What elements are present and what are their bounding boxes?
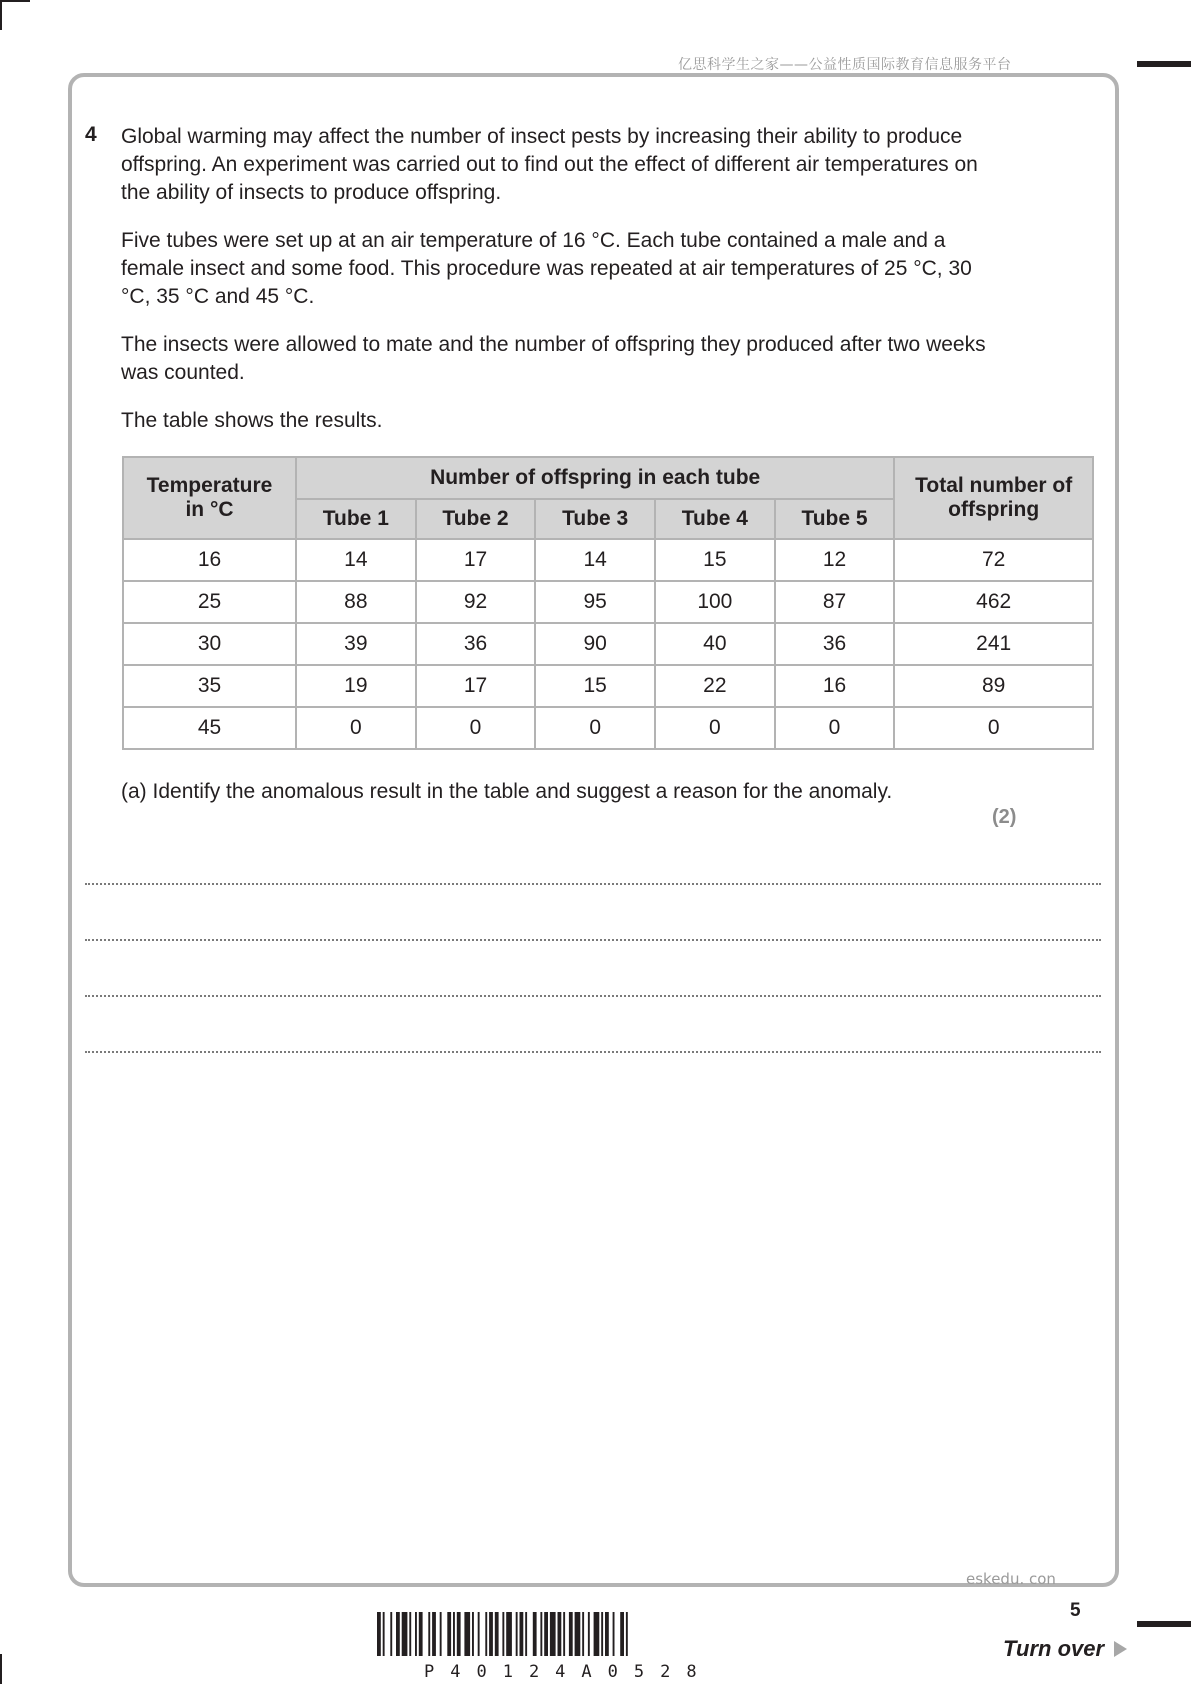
barcode-bar	[464, 1612, 470, 1656]
procedure-paragraph: Five tubes were set up at an air temperature of 16 °C. Each tube contained a male and a female insect and some food. This procedure was repeated at air temperatures of 25 °C, 30 °C, 35 °C and 45 °C.	[121, 229, 972, 308]
table-cell: 0	[535, 707, 655, 749]
edge-bar-bottom	[1137, 1621, 1191, 1627]
table-cell: 14	[535, 539, 655, 581]
barcode-bar	[544, 1612, 548, 1656]
table-cell: 15	[535, 665, 655, 707]
table-cell: 0	[296, 707, 416, 749]
barcode-bar	[601, 1612, 603, 1656]
barcode-bar	[383, 1612, 385, 1656]
question-number: 4	[85, 123, 97, 146]
table-cell: 39	[296, 623, 416, 665]
barcode-bar	[533, 1612, 537, 1656]
table-cell: 19	[296, 665, 416, 707]
barcode-bar	[377, 1612, 381, 1656]
table-row	[123, 623, 1093, 665]
table-cell: 12	[775, 539, 895, 581]
barcode-bar	[415, 1612, 417, 1656]
header-tube-4: Tube 4	[655, 499, 775, 539]
total-cell: 241	[894, 623, 1093, 665]
answer-line-2[interactable]	[85, 939, 1101, 941]
barcode-bar	[563, 1612, 565, 1656]
table-cell: 92	[416, 581, 536, 623]
barcode-bars	[377, 1612, 811, 1656]
barcode-bar	[588, 1612, 590, 1656]
header-offspring-group: Number of offspring in each tube	[296, 457, 894, 499]
total-cell: 89	[894, 665, 1093, 707]
barcode-bar	[390, 1612, 392, 1656]
header-watermark: 亿思科学生之家——公益性质国际教育信息服务平台	[678, 57, 1012, 73]
barcode-bar	[440, 1612, 442, 1656]
barcode-bar	[613, 1612, 615, 1656]
header-total: Total number of offspring	[894, 457, 1093, 539]
answer-line-3[interactable]	[85, 995, 1101, 997]
barcode-bar	[506, 1612, 512, 1656]
table-cell: 36	[416, 623, 536, 665]
table-cell: 0	[775, 707, 895, 749]
marks-label: (2)	[992, 806, 1017, 828]
table-cell: 17	[416, 539, 536, 581]
table-cell: 40	[655, 623, 775, 665]
table-cell: 0	[416, 707, 536, 749]
table-row	[123, 581, 1093, 623]
barcode-bar	[489, 1612, 493, 1656]
table-row	[123, 539, 1093, 581]
part-a-question: (a) Identify the anomalous result in the table and suggest a reason for the anomaly.	[121, 780, 893, 803]
barcode-bar	[396, 1612, 400, 1656]
total-cell: 462	[894, 581, 1093, 623]
barcode-bar	[409, 1612, 411, 1656]
barcode-bar	[525, 1612, 527, 1656]
results-table	[122, 456, 1094, 750]
table-intro-paragraph: The table shows the results.	[121, 409, 383, 432]
table-cell: 90	[535, 623, 655, 665]
temperature-cell: 45	[123, 707, 296, 749]
barcode-bar	[620, 1612, 624, 1656]
turn-over-label	[1003, 1636, 1127, 1662]
barcode-bar	[402, 1612, 408, 1656]
barcode-bar	[594, 1612, 600, 1656]
answer-line-4[interactable]	[85, 1051, 1101, 1053]
answer-line-1[interactable]	[85, 883, 1101, 885]
barcode-bar	[485, 1612, 487, 1656]
table-cell: 87	[775, 581, 895, 623]
crop-mark-bottom-left	[0, 1654, 2, 1684]
table-cell: 17	[416, 665, 536, 707]
barcode-bar	[432, 1612, 436, 1656]
site-watermark: eskedu. con	[966, 1570, 1056, 1588]
intro-paragraph: Global warming may affect the number of insect pests by increasing their ability to produce offspring. An experiment was carried out to find out the effect of different air temperatures on the ability of insects to produce offspring.	[121, 125, 978, 204]
table-cell: 15	[655, 539, 775, 581]
barcode-bar	[419, 1612, 423, 1656]
barcode-bar	[453, 1612, 455, 1656]
barcode-bar	[550, 1612, 556, 1656]
total-cell: 0	[894, 707, 1093, 749]
table-row	[123, 707, 1093, 749]
method-paragraph: The insects were allowed to mate and the number of offspring they produced after two weeks was counted.	[121, 333, 986, 384]
header-tube-1: Tube 1	[296, 499, 416, 539]
barcode-number: P40124A0528	[424, 1662, 713, 1682]
barcode-bar	[428, 1612, 430, 1656]
temperature-cell: 25	[123, 581, 296, 623]
table-cell: 22	[655, 665, 775, 707]
table-cell: 0	[655, 707, 775, 749]
barcode-bar	[575, 1612, 581, 1656]
table-cell: 14	[296, 539, 416, 581]
barcode-bar	[626, 1612, 628, 1656]
table-row	[123, 665, 1093, 707]
barcode-bar	[605, 1612, 609, 1656]
barcode-bar	[472, 1612, 474, 1656]
header-tube-2: Tube 2	[416, 499, 536, 539]
temperature-cell: 16	[123, 539, 296, 581]
barcode-bar	[582, 1612, 584, 1656]
header-temperature: Temperature in °C	[123, 457, 296, 539]
barcode-bar	[457, 1612, 461, 1656]
barcode-bar	[447, 1612, 451, 1656]
barcode-bar	[502, 1612, 504, 1656]
total-cell: 72	[894, 539, 1093, 581]
table-cell: 36	[775, 623, 895, 665]
page-number: 5	[1070, 1600, 1081, 1621]
table-cell: 88	[296, 581, 416, 623]
temperature-cell: 30	[123, 623, 296, 665]
header-tube-3: Tube 3	[535, 499, 655, 539]
table-cell: 100	[655, 581, 775, 623]
barcode-bar	[558, 1612, 562, 1656]
right-arrow-icon	[1114, 1641, 1127, 1657]
table-cell: 16	[775, 665, 895, 707]
barcode-bar	[520, 1612, 524, 1656]
barcode-bar	[478, 1612, 480, 1656]
crop-mark-top-left-vertical	[0, 0, 2, 30]
barcode-bar	[495, 1612, 499, 1656]
barcode-bar	[540, 1612, 542, 1656]
barcode	[377, 1612, 811, 1680]
edge-bar-top	[1137, 61, 1191, 67]
temperature-cell: 35	[123, 665, 296, 707]
barcode-bar	[516, 1612, 518, 1656]
barcode-bar	[569, 1612, 573, 1656]
turn-over-text: Turn over	[1003, 1636, 1105, 1661]
crop-mark-top-left-horizontal	[0, 0, 30, 2]
table-cell: 95	[535, 581, 655, 623]
header-tube-5: Tube 5	[775, 499, 895, 539]
